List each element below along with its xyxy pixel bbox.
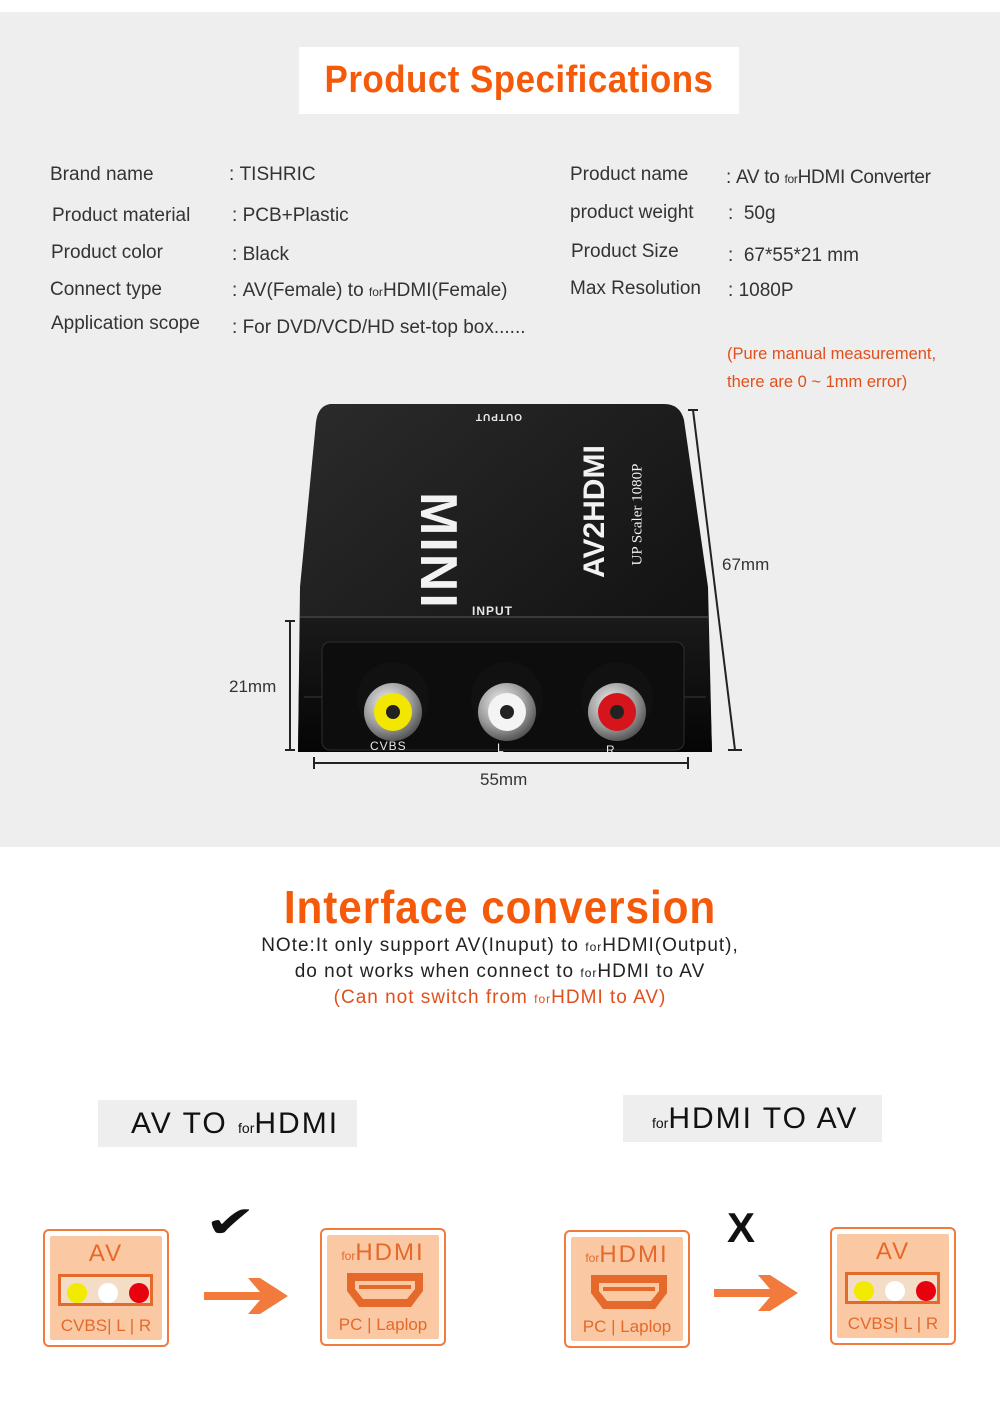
spec-value-product-name: : AV to forHDMI Converter xyxy=(726,167,931,188)
spec-value-size: : 67*55*21 mm xyxy=(728,245,859,266)
hdmi-source-card xyxy=(564,1230,690,1348)
measurement-note-line1: (Pure manual measurement, xyxy=(727,345,937,363)
spec-label-material: Product material xyxy=(52,205,191,226)
spec-title: Product Specifications xyxy=(324,59,714,101)
hdmi-target-card xyxy=(320,1228,446,1346)
dimension-width-label: 55mm xyxy=(480,770,528,789)
av-port-strip xyxy=(845,1272,940,1304)
spec-value-color: : Black xyxy=(232,244,290,265)
port-label-r: R xyxy=(606,743,615,757)
spec-label-weight: product weight xyxy=(570,202,694,223)
av-port-strip xyxy=(58,1274,153,1306)
spec-value-connect: : AV(Female) to forHDMI(Female) xyxy=(232,280,508,301)
arrow-right-icon xyxy=(714,1272,800,1314)
av-card-title: AV xyxy=(88,1240,124,1267)
spec-label-product-name: Product name xyxy=(570,164,689,185)
av-card-subtitle: CVBS| L | R xyxy=(60,1316,152,1335)
spec-label-brand: Brand name xyxy=(50,164,154,185)
port-label-l: L xyxy=(497,741,504,755)
spec-value-application: : For DVD/VCD/HD set-top box...... xyxy=(232,317,526,338)
checkmark-icon: ✔ xyxy=(204,1198,257,1247)
red-port-dot xyxy=(129,1283,149,1303)
port-label-cvbs: CVBS xyxy=(370,739,407,753)
spec-label-color: Product color xyxy=(51,242,163,263)
av-target-title: AV xyxy=(875,1238,911,1265)
red-port-dot xyxy=(916,1281,936,1301)
converter-device-image xyxy=(0,12,1000,847)
measurement-note-line2: there are 0 ~ 1mm error) xyxy=(727,373,908,391)
spec-label-connect: Connect type xyxy=(50,279,162,300)
device-input-label: INPUT xyxy=(472,604,513,618)
hdmi-source-subtitle: PC | Laplop xyxy=(582,1317,672,1336)
interface-note-line1: NOte:It only support AV(Inuput) to forHDMI(Output), xyxy=(261,935,739,956)
device-mini-text: MINI xyxy=(409,492,467,610)
interface-note-line3: (Can not switch from forHDMI to AV) xyxy=(333,987,667,1008)
interface-note-line2: do not works when connect to forHDMI to AV xyxy=(294,961,706,982)
yellow-port-dot xyxy=(67,1283,87,1303)
mode-hdmi-to-av: forHDMI TO AV xyxy=(623,1095,882,1142)
av-target-subtitle: CVBS| L | R xyxy=(847,1314,939,1333)
av-target-card xyxy=(830,1227,956,1345)
spec-label-resolution: Max Resolution xyxy=(570,278,701,299)
interface-title: Interface conversion xyxy=(283,881,717,933)
spec-value-brand: : TISHRIC xyxy=(229,164,316,185)
specifications-section xyxy=(0,12,1000,847)
hdmi-port-icon xyxy=(345,1271,425,1309)
arrow-right-icon xyxy=(204,1275,290,1317)
av-source-card xyxy=(43,1229,169,1347)
dimension-height-label: 67mm xyxy=(722,555,770,574)
spec-value-material: : PCB+Plastic xyxy=(232,205,349,226)
spec-label-size: Product Size xyxy=(571,241,679,262)
hdmi-port-icon xyxy=(589,1273,669,1311)
device-output-label: OUTPUT xyxy=(474,411,522,422)
white-port-dot xyxy=(98,1283,118,1303)
hdmi-source-title: forHDMI xyxy=(585,1241,669,1268)
white-port-dot xyxy=(885,1281,905,1301)
cross-icon: X xyxy=(727,1204,756,1251)
device-scaler-text: UP Scaler 1080P xyxy=(629,463,646,566)
spec-value-weight: : 50g xyxy=(728,203,776,224)
mode-av-to-hdmi: AV TO forHDMI xyxy=(98,1100,357,1147)
yellow-port-dot xyxy=(854,1281,874,1301)
hdmi-card-title: forHDMI xyxy=(341,1239,425,1266)
spec-value-resolution: : 1080P xyxy=(728,280,794,301)
device-av2hdmi-text: AV2HDMI xyxy=(578,445,611,578)
converter-device-drawing xyxy=(0,12,1000,847)
spec-label-application: Application scope xyxy=(51,313,200,334)
dimension-depth-label: 21mm xyxy=(229,677,277,696)
hdmi-card-subtitle: PC | Laplop xyxy=(338,1315,428,1334)
